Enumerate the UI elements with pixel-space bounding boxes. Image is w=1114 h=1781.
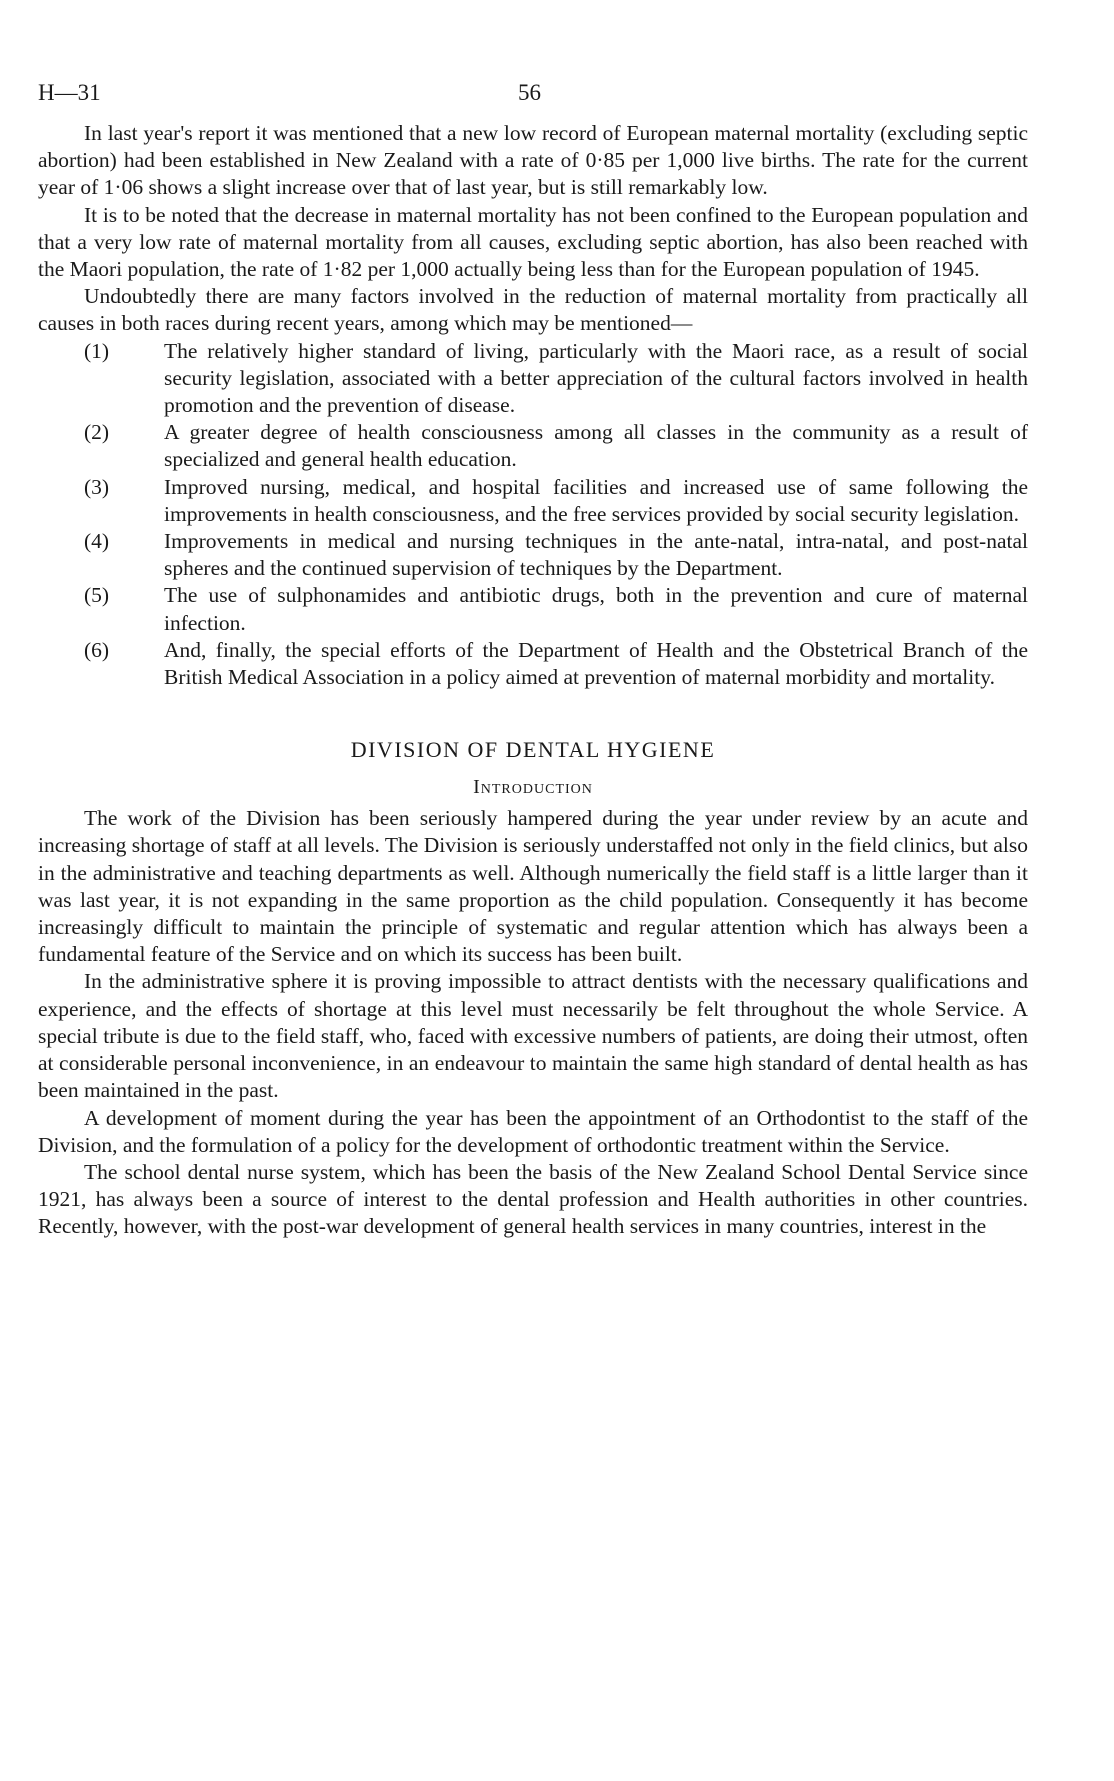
list-item-text: Improved nursing, medical, and hospital facilities and increased use of same following the improvements in health consciousness, and the free services provided by social security legislation. xyxy=(164,474,1028,526)
document-page xyxy=(38,80,1028,1241)
list-item xyxy=(38,474,1028,528)
list-item-text: Improvements in medical and nursing techniques in the ante-natal, intra-natal, and post-natal spheres and the continued supervision of techniques by the Department. xyxy=(164,529,1028,581)
paragraph: The school dental nurse system, which has been the basis of the New Zealand School Dental Service since 1921, has always been a source of interest to the dental profession and Health authorities in other countries. Recently, however, with the post-war development of general health services in many countries, interest in the xyxy=(38,1159,1028,1239)
paragraph: Undoubtedly there are many factors involved in the reduction of maternal mortality from practically all causes in both races during recent years, among which may be mentioned— xyxy=(38,284,1028,336)
page-number: 56 xyxy=(518,80,541,105)
page-header xyxy=(38,80,1028,120)
list-item xyxy=(38,338,1028,420)
list-item-number: (1) xyxy=(84,338,110,363)
paragraph: In the administrative sphere it is proving impossible to attract dentists with the necessary qualifications and experience, and the effects of shortage at this level must necessarily be felt throughout the whole Service. A special tribute is due to the field staff, who, faced with excessive numbers of patients, are doing their utmost, often at considerable personal inconvenience, in an endeavour to maintain the same high standard of dental health as has been maintained in the past. xyxy=(38,969,1028,1103)
maternal-mortality-section xyxy=(38,120,1028,691)
section-subtitle: Introduction xyxy=(473,776,593,799)
paragraph: In last year's report it was mentioned that a new low record of European maternal mortality (excluding septic abortion) had been established in New Zealand with a rate of 0·85 per 1,000 live births. The rate for the current year of 1·06 shows a slight increase over that of last year, but is still remarkably low. xyxy=(38,121,1028,200)
list-item-number: (3) xyxy=(84,474,110,499)
list-item-number: (4) xyxy=(84,529,110,554)
list-item xyxy=(38,528,1028,582)
report-reference: H—31 xyxy=(38,80,101,105)
section-title: DIVISION OF DENTAL HYGIENE xyxy=(350,737,716,763)
paragraph: The work of the Division has been seriously hampered during the year under review by an acute and increasing shortage of staff at all levels. The Division is seriously understaffed not only in the field clinics, but also in the administrative and teaching departments as well. Although numerically the field staff is a little larger than it was last year, it is not expanding in the same proportion as the child population. Consequently it has become increasingly difficult to maintain the principle of systematic and regular attention which has always been a fundamental feature of the Service and on which its success has been built. xyxy=(38,806,1028,967)
dental-hygiene-section xyxy=(38,735,1028,1240)
list-item-text: A greater degree of health consciousness among all classes in the community as a result of specialized and general health education. xyxy=(164,420,1028,472)
list-item-number: (5) xyxy=(84,583,110,608)
list-item-number: (2) xyxy=(84,420,110,445)
factors-list xyxy=(38,338,1028,692)
list-item xyxy=(38,637,1028,691)
list-item xyxy=(38,582,1028,636)
paragraph: A development of moment during the year has been the appointment of an Orthodontist to the staff of the Division, and the formulation of a policy for the development of orthodontic treatment within the Service. xyxy=(38,1105,1028,1157)
paragraph: It is to be noted that the decrease in maternal mortality has not been confined to the European population and that a very low rate of maternal mortality from all causes, excluding septic abortion, has also been reached with the Maori population, the rate of 1·82 per 1,000 actually being less than for the European population of 1945. xyxy=(38,202,1028,282)
list-item-number: (6) xyxy=(84,637,110,662)
list-item xyxy=(38,419,1028,473)
list-item-text: And, finally, the special efforts of the Department of Health and the Obstetrical Branch of the British Medical Association in a policy aimed at prevention of maternal morbidity and mortality. xyxy=(164,637,1028,690)
list-item-text: The use of sulphonamides and antibiotic drugs, both in the prevention and cure of maternal infection. xyxy=(164,583,1028,635)
list-item-text: The relatively higher standard of living, particularly with the Maori race, as a result of social security legislation, associated with a better appreciation of the cultural factors involved in health promotion and the prevention of disease. xyxy=(164,338,1028,418)
